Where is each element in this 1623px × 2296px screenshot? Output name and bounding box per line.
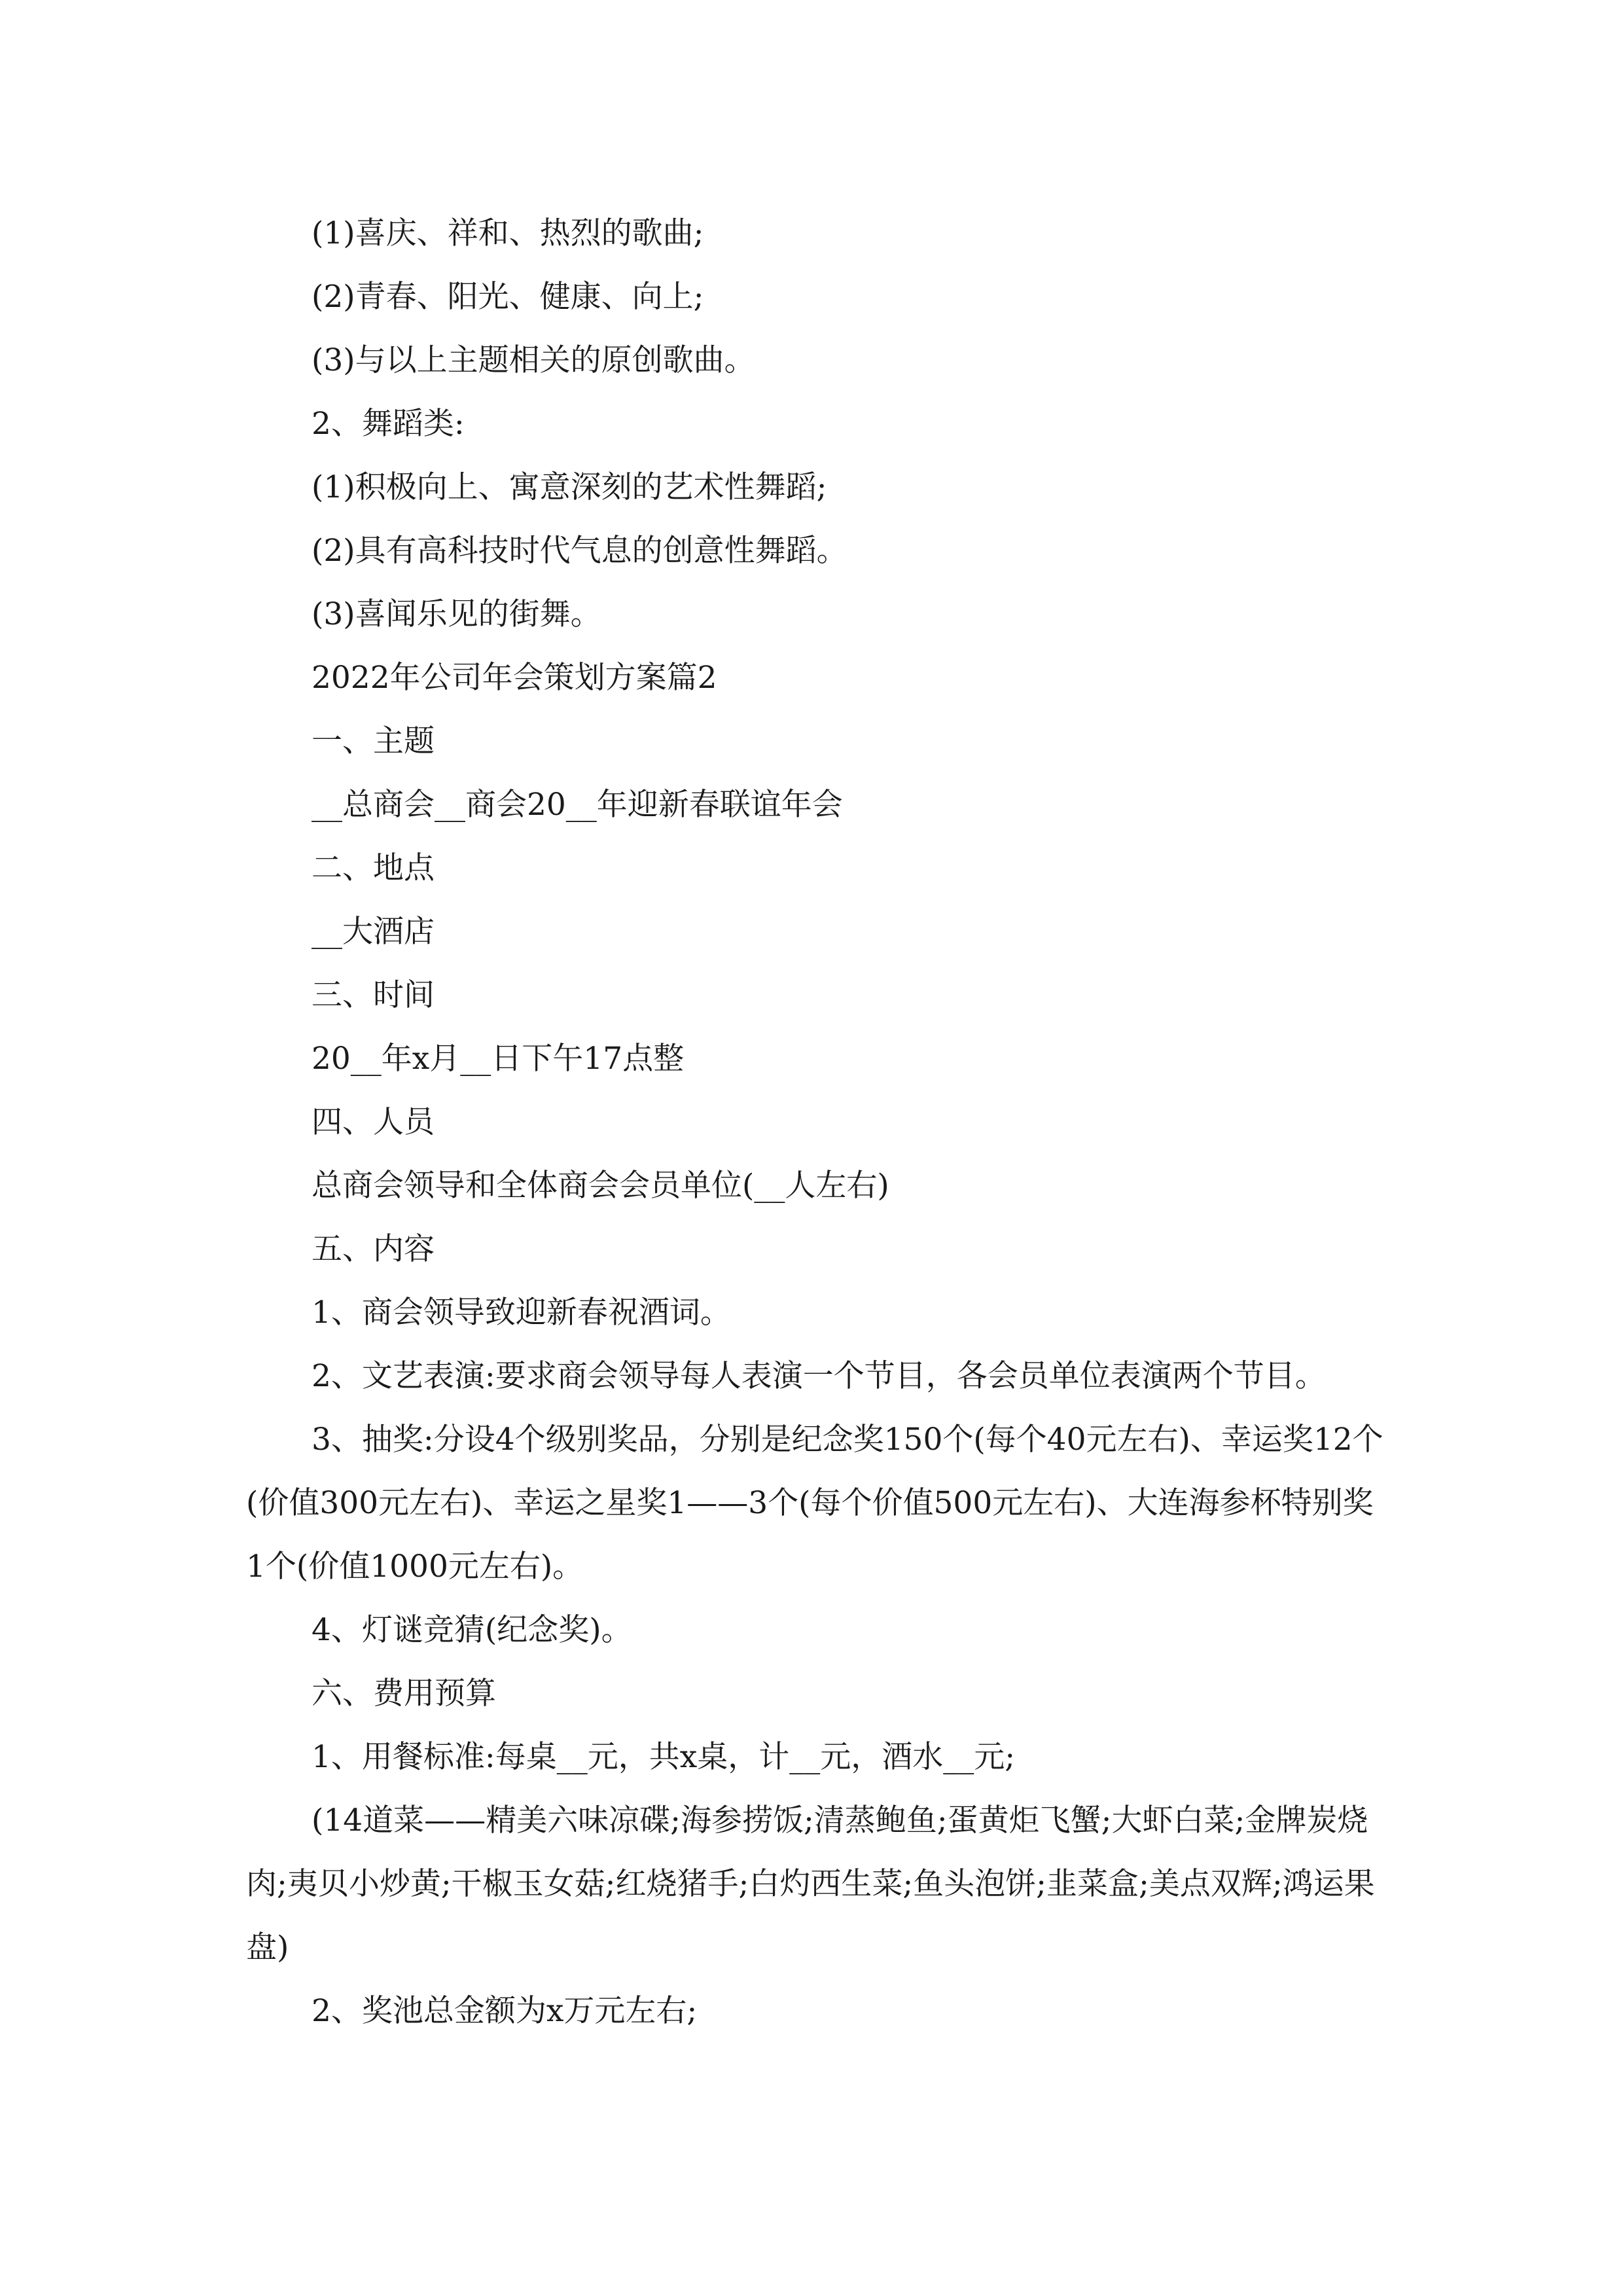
paragraph: 2、文艺表演:要求商会领导每人表演一个节目，各会员单位表演两个节目。 xyxy=(312,1358,1326,1394)
paragraph: 1、商会领导致迎新春祝酒词。 xyxy=(312,1295,731,1331)
paragraph: (2)具有高科技时代气息的创意性舞蹈。 xyxy=(312,533,847,569)
heading: 三、时间 xyxy=(312,977,435,1013)
paragraph: (14道菜——精美六味凉碟;海参捞饭;清蒸鲍鱼;蛋黄炬飞蟹;大虾白菜;金牌炭烧肉;夷贝小炒黄;干椒玉女菇;红烧猪手;白灼西生菜;鱼头泡饼;韭菜盒;美点双辉;鸿运果盘) xyxy=(246,1803,1375,1965)
paragraph: (2)青春、阳光、健康、向上; xyxy=(312,279,704,315)
paragraph: 总商会领导和全体商会会员单位(__人左右) xyxy=(312,1168,889,1204)
paragraph: (1)喜庆、祥和、热烈的歌曲; xyxy=(312,215,704,251)
paragraph: __总商会__商会20__年迎新春联谊年会 xyxy=(312,787,843,823)
heading: 四、人员 xyxy=(312,1104,435,1140)
heading: 二、地点 xyxy=(312,850,435,886)
section-title: 2022年公司年会策划方案篇2 xyxy=(312,660,717,696)
paragraph: (3)与以上主题相关的原创歌曲。 xyxy=(312,342,755,378)
paragraph: 20__年x月__日下午17点整 xyxy=(312,1041,685,1077)
paragraph: 4、灯谜竞猜(纪念奖)。 xyxy=(312,1612,632,1648)
heading: 六、费用预算 xyxy=(312,1676,496,1712)
paragraph: (3)喜闻乐见的街舞。 xyxy=(312,596,601,632)
paragraph: 2、舞蹈类: xyxy=(312,406,465,442)
heading: 一、主题 xyxy=(312,723,435,759)
paragraph: 2、奖池总金额为x万元左右; xyxy=(312,1993,698,2029)
document-body xyxy=(246,202,1385,2043)
paragraph: 3、抽奖:分设4个级别奖品，分别是纪念奖150个(每个40元左右)、幸运奖12个(价值300元左右)、幸运之星奖1——3个(每个价值500元左右)、大连海参杯特别奖1个(价值1000元左右)。 xyxy=(246,1422,1383,1585)
paragraph: (1)积极向上、寓意深刻的艺术性舞蹈; xyxy=(312,469,827,505)
paragraph: __大酒店 xyxy=(312,914,435,950)
paragraph: 1、用餐标准:每桌__元，共x桌，计__元，酒水__元; xyxy=(312,1739,1016,1775)
heading: 五、内容 xyxy=(312,1231,435,1267)
